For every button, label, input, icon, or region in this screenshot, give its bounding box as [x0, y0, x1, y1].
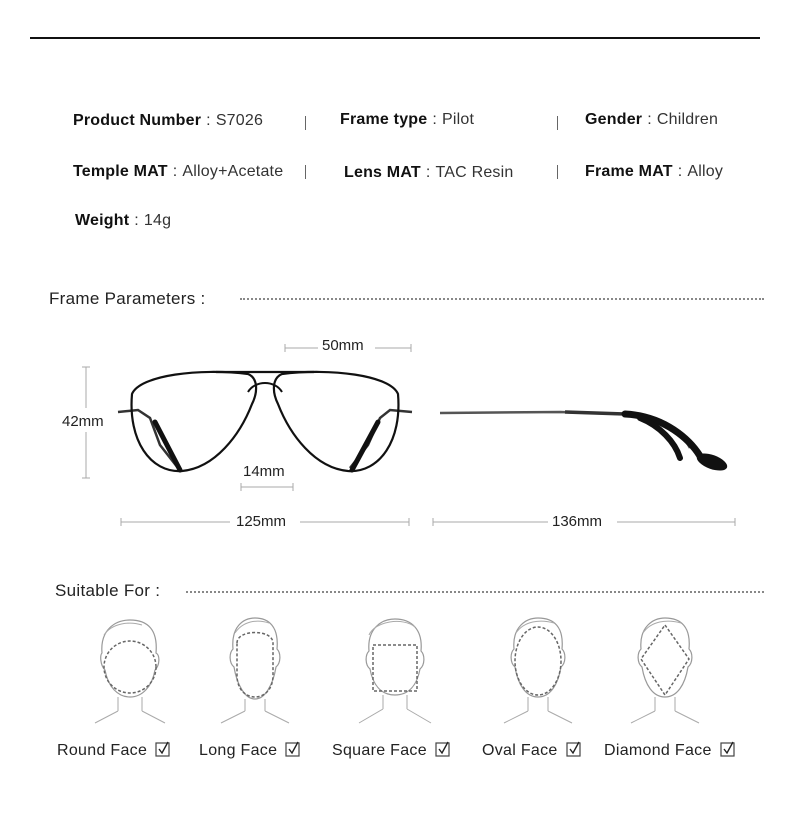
frame-parameters-title: Frame Parameters :	[49, 289, 206, 308]
spec-key: Frame type	[340, 111, 428, 128]
lens-height-label: 42mm	[62, 413, 104, 430]
spec-value: S7026	[215, 112, 264, 129]
dotted-divider	[240, 298, 764, 300]
glasses-front-view-icon	[0, 330, 790, 530]
diamond-face-icon	[625, 615, 705, 725]
face-option-square	[332, 741, 451, 760]
checkbox-checked-icon	[720, 741, 736, 757]
oval-face-icon	[498, 615, 578, 725]
spec-value: Pilot	[442, 111, 475, 128]
face-label: Diamond Face	[604, 742, 712, 759]
spec-key: Weight	[75, 212, 130, 229]
square-face-icon	[355, 615, 435, 725]
face-option-oval	[482, 741, 582, 760]
temple-length-label: 136mm	[552, 513, 603, 530]
face-label: Round Face	[57, 742, 148, 759]
face-option-long	[199, 741, 301, 760]
spec-value: Children	[656, 111, 719, 128]
dotted-divider	[186, 591, 764, 593]
spec-value: Alloy	[687, 163, 724, 180]
checkbox-checked-icon	[435, 741, 451, 757]
spec-key: Frame MAT	[585, 163, 673, 180]
spec-gender: Gender : Children	[585, 111, 719, 128]
spec-key: Gender	[585, 111, 643, 128]
spec-key: Product Number	[73, 112, 202, 129]
face-label: Long Face	[199, 742, 278, 759]
long-face-icon	[215, 615, 295, 725]
spec-divider	[305, 165, 306, 179]
spec-value: Alloy+Acetate	[182, 163, 284, 180]
spec-key: Lens MAT	[344, 164, 421, 181]
top-divider	[30, 37, 760, 39]
spec-temple-mat: Temple MAT : Alloy+Acetate	[73, 163, 284, 180]
face-option-diamond	[604, 741, 736, 760]
spec-divider	[305, 116, 306, 130]
checkbox-checked-icon	[566, 741, 582, 757]
spec-value: TAC Resin	[435, 164, 514, 181]
face-label: Oval Face	[482, 742, 558, 759]
spec-value: 14g	[143, 212, 172, 229]
bridge-width-label: 14mm	[243, 463, 285, 480]
spec-frame-mat: Frame MAT : Alloy	[585, 163, 724, 180]
suitable-for-title: Suitable For :	[55, 581, 161, 600]
lens-width-label: 50mm	[322, 337, 364, 354]
round-face-icon	[90, 615, 170, 725]
face-label: Square Face	[332, 742, 427, 759]
spec-weight: Weight : 14g	[75, 212, 172, 229]
spec-divider	[557, 165, 558, 179]
spec-frame-type: Frame type : Pilot	[340, 111, 475, 128]
spec-lens-mat: Lens MAT : TAC Resin	[344, 164, 514, 181]
checkbox-checked-icon	[285, 741, 301, 757]
checkbox-checked-icon	[155, 741, 171, 757]
spec-key: Temple MAT	[73, 163, 168, 180]
spec-product-number: Product Number : S7026	[73, 112, 264, 129]
spec-divider	[557, 116, 558, 130]
face-option-round	[57, 741, 171, 760]
frame-width-label: 125mm	[236, 513, 287, 530]
